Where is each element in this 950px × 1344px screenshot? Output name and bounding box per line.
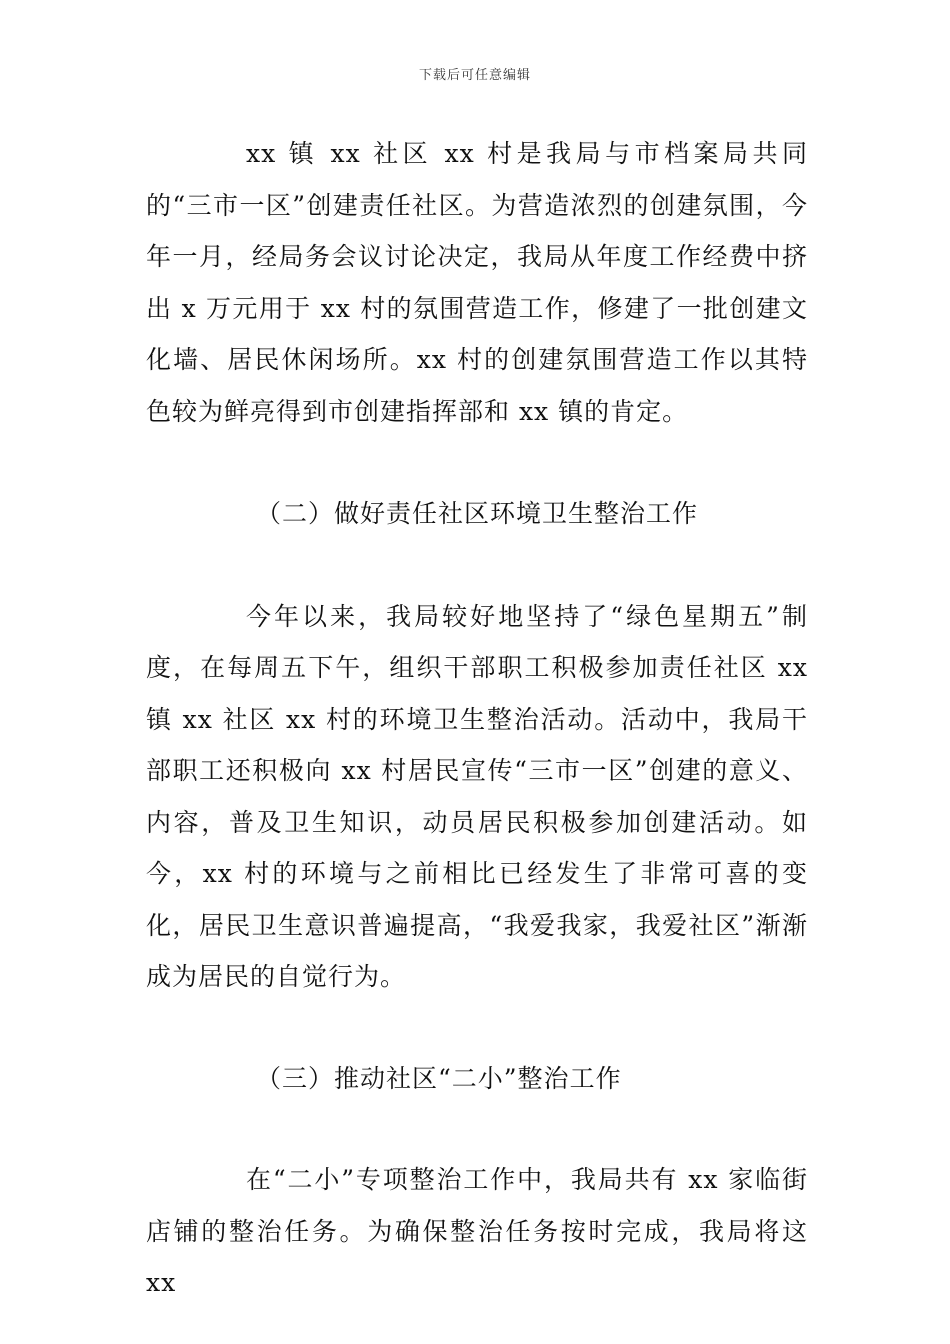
page-header-note: 下载后可任意编辑: [418, 68, 531, 83]
paragraph-environment-cleanup: 今年以来，我局较好地坚持了“绿色星期五”制度，在每周五下午，组织干部职工积极参加责任社区 xx 镇 xx 社区 xx 村的环境卫生整治活动。活动中，我局干部职工还积极向 xx 村居民宣传“三市一区”创建的意义、内容，普及卫生知识，动员居民积极参加创建活动。如今，xx 村的环境与之前相比已经发生了非常可喜的变化，居民卫生意识普遍提高，“我爱我家，我爱社区”渐渐成为居民的自觉行为。: [146, 601, 808, 991]
document-body: [146, 128, 808, 1309]
paragraph-community-atmosphere: xx 镇 xx 社区 xx 村是我局与市档案局共同的“三市一区”创建责任社区。为营造浓烈的创建氛围，今年一月，经局务会议讨论决定，我局从年度工作经费中挤出 x 万元用于 xx 村的氛围营造工作，修建了一批创建文化墙、居民休闲场所。xx 村的创建氛围营造工作以其特色较为鲜亮得到市创建指挥部和 xx 镇的肯定。: [146, 139, 808, 426]
spacer: [146, 1003, 808, 1053]
section-heading-3: （三）推动社区“二小”整治工作: [256, 1063, 622, 1093]
spacer: [146, 1104, 808, 1154]
spacer: [146, 540, 808, 591]
section-heading-2: （二）做好责任社区环境卫生整治工作: [256, 499, 699, 528]
spacer: [146, 437, 808, 488]
paragraph-two-small-rectification: 在“二小”专项整治工作中，我局共有 xx 家临街店铺的整治任务。为确保整治任务按时完成，我局将这 xx: [146, 1165, 808, 1297]
